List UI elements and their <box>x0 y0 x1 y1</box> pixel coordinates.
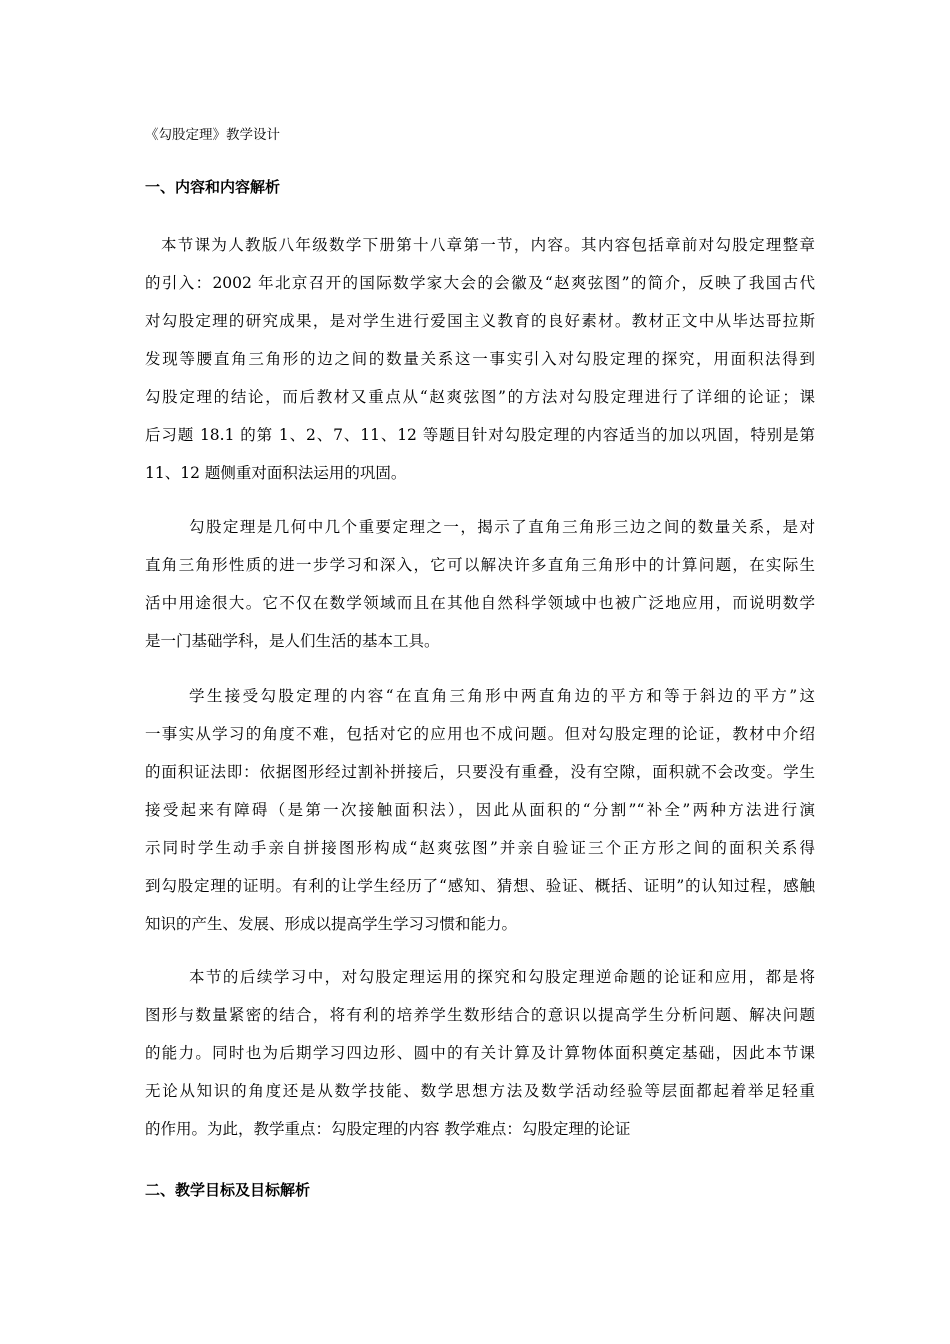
paragraph-line: 接受起来有障碍（是第一次接触面积法），因此从面积的“分割”“补全”两种方法进行演 <box>145 801 815 819</box>
paragraph-textbook-content <box>145 226 815 492</box>
paragraph-line: 本节课为人教版八年级数学下册第十八章第一节，内容。其内容包括章前对勾股定理整章 <box>161 236 815 254</box>
paragraph-line: 后习题 18.1 的第 1、2、7、11、12 等题目针对勾股定理的内容适当的加以巩固，特别是第 <box>145 426 815 444</box>
paragraph-line: 直角三角形性质的进一步学习和深入，它可以解决许多直角三角形中的计算问题，在实际生 <box>145 556 815 574</box>
paragraph-student-learning <box>145 677 815 943</box>
paragraph-line: 勾股定理的结论，而后教材又重点从“赵爽弦图”的方法对勾股定理进行了详细的论证；课 <box>145 388 815 406</box>
paragraph-line: 一事实从学习的角度不难，包括对它的应用也不成问题。但对勾股定理的论证，教材中介绍 <box>145 725 815 743</box>
paragraph-line: 发现等腰直角三角形的边之间的数量关系这一事实引入对勾股定理的探究，用面积法得到 <box>145 350 815 368</box>
paragraph-line: 知识的产生、发展、形成以提高学生学习习惯和能力。 <box>145 915 518 933</box>
paragraph-line: 学生接受勾股定理的内容“在直角三角形中两直角边的平方和等于斜边的平方”这 <box>189 687 815 705</box>
paragraph-line: 勾股定理是几何中几个重要定理之一，揭示了直角三角形三边之间的数量关系，是对 <box>189 518 815 536</box>
paragraph-line: 图形与数量紧密的结合，将有利的培养学生数形结合的意识以提高学生分析问题、解决问题 <box>145 1006 815 1024</box>
paragraph-line: 示同时学生动手亲自拼接图形构成“赵爽弦图”并亲自验证三个正方形之间的面积关系得 <box>145 839 815 857</box>
paragraph-line: 无论从知识的角度还是从数学技能、数学思想方法及数学活动经验等层面都起着举足轻重 <box>145 1082 815 1100</box>
paragraph-line: 的作用。为此，教学重点：勾股定理的内容 教学难点：勾股定理的论证 <box>145 1120 631 1138</box>
paragraph-line: 本节的后续学习中，对勾股定理运用的探究和勾股定理逆命题的论证和应用，都是将 <box>189 968 815 986</box>
paragraph-line: 11、12 题侧重对面积法运用的巩固。 <box>145 464 407 482</box>
paragraph-line: 的引入：2002 年北京召开的国际数学家大会的会徽及“赵爽弦图”的简介，反映了我国古代 <box>145 274 815 292</box>
section-heading-content-analysis: 一、内容和内容解析 <box>145 178 281 196</box>
paragraph-line: 的能力。同时也为后期学习四边形、圆中的有关计算及计算物体面积奠定基础，因此本节课 <box>145 1044 815 1062</box>
paragraph-line: 到勾股定理的证明。有利的让学生经历了“感知、猜想、验证、概括、证明”的认知过程，感触 <box>145 877 815 895</box>
paragraph-theorem-importance <box>145 508 815 660</box>
paragraph-line: 是一门基础学科，是人们生活的基本工具。 <box>145 632 440 650</box>
paragraph-line: 活中用途很大。它不仅在数学领域而且在其他自然科学领域中也被广泛地应用，而说明数学 <box>145 594 815 612</box>
paragraph-line: 对勾股定理的研究成果，是对学生进行爱国主义教育的良好素材。教材正文中从毕达哥拉斯 <box>145 312 815 330</box>
document-title: 《勾股定理》教学设计 <box>145 127 280 143</box>
section-heading-teaching-objectives: 二、教学目标及目标解析 <box>145 1181 311 1199</box>
paragraph-follow-up-learning <box>145 958 815 1148</box>
paragraph-line: 的面积证法即：依据图形经过割补拼接后，只要没有重叠，没有空隙，面积就不会改变。学生 <box>145 763 815 781</box>
